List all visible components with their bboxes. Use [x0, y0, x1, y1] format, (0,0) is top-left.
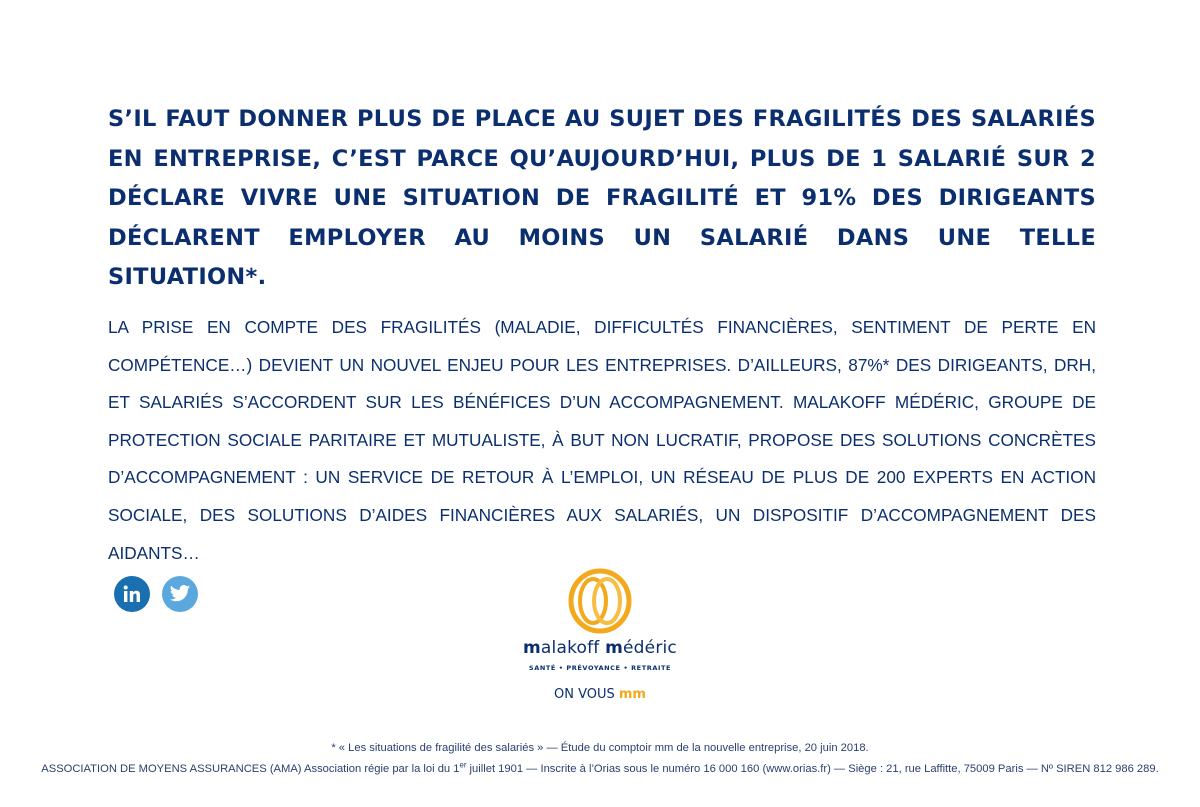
brand-slogan: [450, 687, 750, 702]
slogan-prefix: ON VOUS: [554, 687, 619, 702]
social-links: [114, 576, 198, 612]
legal-notice: [0, 760, 1200, 775]
legal-text-part: ASSOCIATION DE MOYENS ASSURANCES (AMA) Association régie par la loi du 1: [41, 763, 460, 775]
brand-logo: [450, 568, 750, 702]
legal-text-part: juillet 1901 — Inscrite à l’Orias sous le numéro 16 000 160 (www.orias.fr) — Siège : 21, rue Laffitte, 75009 Paris — Nº SIREN 812 986 289.: [466, 763, 1159, 775]
brand-name-part: m: [605, 638, 624, 658]
brand-name-part: édéric: [623, 638, 677, 658]
brand-name: [450, 638, 750, 658]
headline-text: S’IL FAUT DONNER PLUS DE PLACE AU SUJET DES FRAGILITÉS DES SALARIÉS EN ENTREPRISE, C’EST PARCE QU’AUJOURD’HUI, PLUS DE 1 SALARIÉ SUR 2 DÉCLARE VIVRE UNE SITUATION DE FRAGILITÉ ET 91% DES DIRIGEANTS DÉCLARENT EMPLOYER AU MOINS UN SALARIÉ DANS UNE TELLE SITUATION*.: [108, 106, 1096, 290]
linkedin-button[interactable]: [114, 576, 150, 612]
study-footnote: * « Les situations de fragilité des salariés » — Étude du comptoir mm de la nouvelle entreprise, 20 juin 2018.: [331, 742, 869, 754]
legal-superscript: er: [459, 760, 467, 770]
malakoff-mederic-rings-logo: [568, 568, 632, 634]
twitter-icon: [169, 584, 191, 604]
body-paragraph: LA PRISE EN COMPTE DES FRAGILITÉS (MALADIE, DIFFICULTÉS FINANCIÈRES, SENTIMENT DE PERTE EN COMPÉTENCE…) DEVIENT UN NOUVEL ENJEU POUR LES ENTREPRISES. D’AILLEURS, 87%* DES DIRIGEANTS, DRH, ET SALARIÉS S’ACCORDENT SUR LES BÉNÉFICES D’UN ACCOMPAGNEMENT. MALAKOFF MÉDÉRIC, GROUPE DE PROTECTION SOCIALE PARITAIRE ET MUTUALISTE, À BUT NON LUCRATIF, PROPOSE DES SOLUTIONS CONCRÈTES D’ACCOMPAGNEMENT : UN SERVICE DE RETOUR À L’EMPLOI, UN RÉSEAU DE PLUS DE 200 EXPERTS EN ACTION SOCIALE, DES SOLUTIONS D’AIDES FINANCIÈRES AUX SALARIÉS, UN DISPOSITIF D’ACCOMPAGNEMENT DES AIDANTS…: [108, 317, 1096, 563]
brand-tagline: SANTÉ • PRÉVOYANCE • RETRAITE: [528, 664, 672, 672]
brand-name-part: alakoff: [540, 638, 606, 658]
twitter-button[interactable]: [162, 576, 198, 612]
brand-name-part: m: [523, 638, 541, 658]
linkedin-icon: [122, 584, 142, 604]
slogan-mm: mm: [618, 687, 646, 702]
